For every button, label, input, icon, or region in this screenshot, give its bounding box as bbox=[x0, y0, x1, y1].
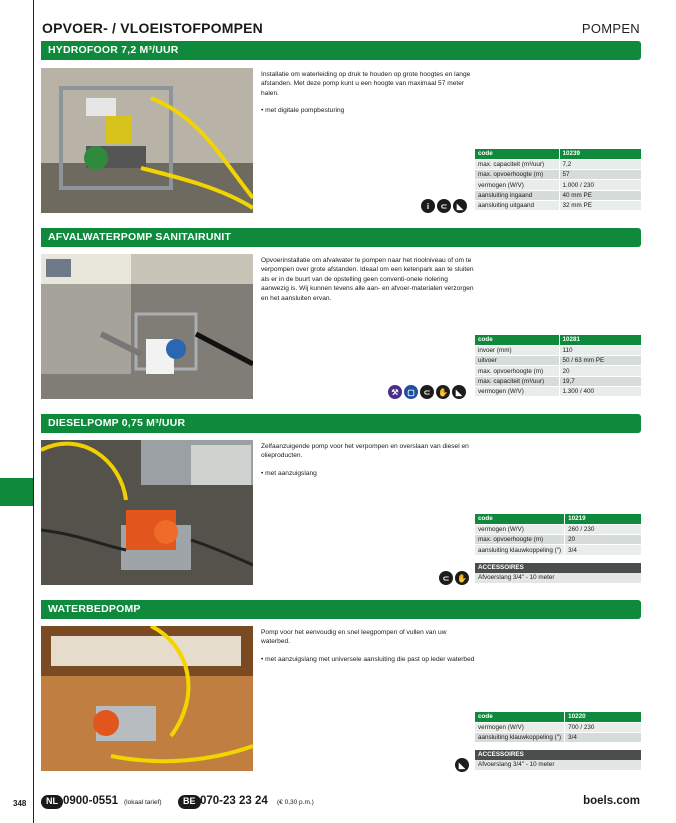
square-icon: ▢ bbox=[404, 385, 418, 399]
photo-hydrofoor bbox=[41, 68, 253, 213]
spec-row bbox=[475, 335, 641, 345]
spec-row bbox=[475, 514, 641, 524]
spec-table-dieselpomp bbox=[475, 514, 641, 556]
accessories-header: ACCESSOIRES bbox=[475, 750, 641, 760]
spec-value: 3/4 bbox=[565, 733, 641, 743]
photo-waterbedpomp bbox=[41, 626, 253, 771]
icon-row-hydrofoor bbox=[421, 199, 467, 213]
chapter-tab bbox=[0, 478, 33, 506]
description-text: Opvoerinstallatie om afvalwater te pompen naar het rioolniveau of om te verpompen over grote afstanden. Ideaal om een ketenpark aan te sluiten als er in de buurt van de opstelling geen conventi-onele riolering aanwezig is. Wij kunnen tevens alle aan- en afvoer-materialen verzorgen en het aansluiten ervan. bbox=[261, 257, 474, 302]
spec-value: 19,7 bbox=[559, 376, 641, 386]
description-text: Installatie om waterleiding op druk te houden op grote hoogtes en lange afstanden. Met deze pomp kunt u een hoogte van maximaal 57 meter halen. bbox=[261, 71, 471, 97]
spec-label: max. capaciteit (m³/uur) bbox=[475, 376, 559, 386]
hand-icon: ✋ bbox=[455, 571, 469, 585]
be-phone: 070-23 23 24 bbox=[200, 795, 268, 807]
section-title-hydrofoor: HYDROFOOR 7,2 M³/UUR bbox=[41, 41, 641, 60]
icon-row-dieselpomp bbox=[439, 571, 469, 585]
spec-value: 260 / 230 bbox=[565, 524, 641, 534]
spec-label: max. capaciteit (m³/uur) bbox=[475, 159, 559, 169]
spec-row bbox=[475, 356, 641, 366]
spec-value: 700 / 230 bbox=[565, 722, 641, 732]
section-title-waterbedpomp: WATERBEDPOMP bbox=[41, 600, 641, 619]
spec-row bbox=[475, 200, 641, 210]
info-icon: i bbox=[421, 199, 435, 213]
spec-row bbox=[475, 149, 641, 159]
category-label: POMPEN bbox=[581, 21, 640, 36]
spec-label: aansluiting klauwkoppeling (") bbox=[475, 545, 565, 555]
spec-value: 10239 bbox=[559, 149, 641, 159]
spec-label: code bbox=[475, 335, 559, 345]
section-title-dieselpomp: DIESELPOMP 0,75 M³/UUR bbox=[41, 414, 641, 433]
hose-icon: ⊂ bbox=[437, 199, 451, 213]
description-dieselpomp bbox=[261, 442, 476, 478]
footer bbox=[0, 793, 676, 813]
photo-afvalwaterpomp bbox=[41, 254, 253, 399]
spec-label: invoer (mm) bbox=[475, 345, 559, 355]
spec-label: code bbox=[475, 712, 565, 722]
spec-row bbox=[475, 545, 641, 555]
spec-row bbox=[475, 345, 641, 355]
description-hydrofoor bbox=[261, 70, 476, 116]
spec-label: vermogen (W/V) bbox=[475, 524, 565, 534]
shoe-icon: ◣ bbox=[452, 385, 466, 399]
spec-label: max. opvoerhoogte (m) bbox=[475, 535, 565, 545]
left-margin-rule bbox=[33, 0, 34, 823]
spec-row bbox=[475, 712, 641, 722]
spec-table-afvalwaterpomp bbox=[475, 335, 641, 397]
feature-bullet: • met aanzuigslang bbox=[261, 469, 476, 478]
accessory-item: Afvoerslang 3/4" - 10 meter bbox=[475, 573, 641, 583]
spec-value: 3/4 bbox=[565, 545, 641, 555]
spec-value: 57 bbox=[559, 170, 641, 180]
spec-label: max. opvoerhoogte (m) bbox=[475, 170, 559, 180]
spec-label: vermogen (W/V) bbox=[475, 386, 559, 396]
description-afvalwaterpomp bbox=[261, 256, 476, 303]
spec-row bbox=[475, 386, 641, 396]
spec-row bbox=[475, 190, 641, 200]
be-note: (€ 0,30 p.m.) bbox=[277, 799, 314, 806]
accessory-item: Afvoerslang 3/4" - 10 meter bbox=[475, 760, 641, 770]
spec-value: 20 bbox=[565, 535, 641, 545]
hose-icon: ⊂ bbox=[439, 571, 453, 585]
spec-label: vermogen (W/V) bbox=[475, 180, 559, 190]
spec-row bbox=[475, 180, 641, 190]
be-badge: BE bbox=[178, 795, 201, 809]
nl-badge: NL bbox=[41, 795, 63, 809]
icon-row-afvalwaterpomp bbox=[388, 385, 466, 399]
hand-icon: ✋ bbox=[436, 385, 450, 399]
spec-row bbox=[475, 366, 641, 376]
page-title: OPVOER- / VLOEISTOFPOMPEN bbox=[42, 20, 263, 36]
accessories-dieselpomp bbox=[475, 563, 641, 583]
spec-label: code bbox=[475, 149, 559, 159]
spec-value: 10220 bbox=[565, 712, 641, 722]
website-link[interactable]: boels.com bbox=[583, 795, 640, 807]
spec-label: code bbox=[475, 514, 565, 524]
nl-phone: 0900-0551 bbox=[63, 795, 118, 807]
spec-row bbox=[475, 159, 641, 169]
page-number: 348 bbox=[13, 799, 27, 808]
shoe-icon: ◣ bbox=[455, 758, 469, 772]
spec-value: 1.000 / 230 bbox=[559, 180, 641, 190]
spec-value: 40 mm PE bbox=[559, 190, 641, 200]
feature-bullet: • met digitale pompbesturing bbox=[261, 106, 476, 115]
spec-table-hydrofoor bbox=[475, 149, 641, 211]
spec-label: aansluiting uitgaand bbox=[475, 200, 559, 210]
hose-icon: ⊂ bbox=[420, 385, 434, 399]
wrench-icon: ⚒ bbox=[388, 385, 402, 399]
shoe-icon: ◣ bbox=[453, 199, 467, 213]
spec-table-waterbedpomp bbox=[475, 712, 641, 743]
spec-value: 1.300 / 400 bbox=[559, 386, 641, 396]
spec-row bbox=[475, 535, 641, 545]
spec-value: 10219 bbox=[565, 514, 641, 524]
accessories-header: ACCESSOIRES bbox=[475, 563, 641, 573]
spec-value: 20 bbox=[559, 366, 641, 376]
nl-note: (lokaal tarief) bbox=[124, 799, 162, 806]
photo-dieselpomp bbox=[41, 440, 253, 585]
spec-value: 50 / 63 mm PE bbox=[559, 356, 641, 366]
accessories-waterbedpomp bbox=[475, 750, 641, 770]
spec-value: 10281 bbox=[559, 335, 641, 345]
spec-label: aansluiting ingaand bbox=[475, 190, 559, 200]
spec-label: aansluiting klauwkoppeling (") bbox=[475, 733, 565, 743]
spec-label: max. opvoerhoogte (m) bbox=[475, 366, 559, 376]
spec-row bbox=[475, 722, 641, 732]
spec-value: 7,2 bbox=[559, 159, 641, 169]
feature-bullet: • met aanzuigslang met universele aansluiting die past op leder waterbed bbox=[261, 655, 476, 664]
spec-label: vermogen (W/V) bbox=[475, 722, 565, 732]
spec-row bbox=[475, 524, 641, 534]
icon-row-waterbedpomp bbox=[455, 758, 469, 772]
description-text: Zelfaanzuigende pomp voor het verpompen en overslaan van diesel en olieproducten. bbox=[261, 443, 469, 460]
spec-label: uitvoer bbox=[475, 356, 559, 366]
spec-row bbox=[475, 170, 641, 180]
spec-row bbox=[475, 376, 641, 386]
spec-value: 32 mm PE bbox=[559, 200, 641, 210]
description-waterbedpomp bbox=[261, 628, 476, 664]
spec-row bbox=[475, 733, 641, 743]
spec-value: 110 bbox=[559, 345, 641, 355]
description-text: Pomp voor het eenvoudig en snel leegpompen of vullen van uw waterbed. bbox=[261, 629, 447, 646]
section-title-afvalwaterpomp: AFVALWATERPOMP SANITAIRUNIT bbox=[41, 228, 641, 247]
